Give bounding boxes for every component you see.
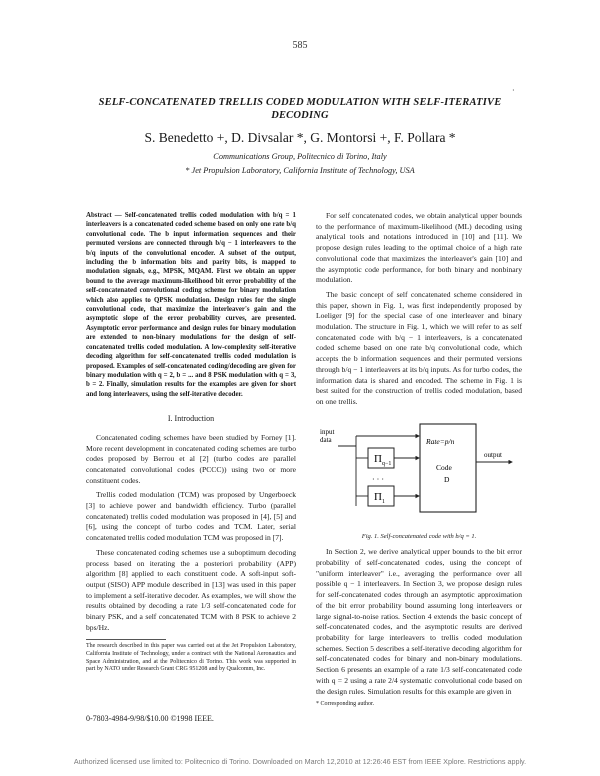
affiliation-jpl: * Jet Propulsion Laboratory, California Institute of Technology, USA [185, 166, 415, 175]
corresponding-footnote: * Corresponding author. [316, 701, 375, 708]
input-label: data [320, 435, 332, 444]
output-label: output [484, 450, 502, 459]
affiliation-torino: Communications Group, Politecnico di Torino, Italy [213, 152, 387, 161]
interleaver-top-subscript: q−1 [382, 460, 392, 467]
section-heading-introduction: I. Introduction [167, 414, 215, 424]
body-paragraph: The basic concept of self concatenated scheme considered in this paper, shown in Fig. 1, was first independently proposed by Loeliger [9] for the special case of one interleaver and binary modulation. The structure in Fig. 1, which we will refer to as self concatenated code with b/q − 1 interleavers, is a concatenated coded scheme based on one rate b/q convolutional code, which accepts the b information sequences and their permuted versions through b/q − 1 interleavers at its b/q inputs. As for turbo codes, the information data is shared and encoded. The scheme in Fig. 1 is best suited for the construction of trellis coded modulation, based on one trellis. [316, 289, 522, 406]
code-rate-label: Rate=p/n [426, 436, 455, 446]
interleaver-bottom-subscript: 1 [382, 498, 385, 505]
copyright-line: 0-7803-4984-9/98/$10.00 ©1998 IEEE. [86, 714, 214, 723]
right-column [316, 211, 522, 709]
download-watermark: Authorized licensed use limited to: Politecnico di Torino. Downloaded on March 12,2010 at 12:26:46 EST from IEEE Xplore. Restrictions apply. [73, 757, 527, 766]
page-number: 585 [292, 40, 308, 51]
code-sublabel: D [444, 474, 450, 484]
code-label: Code [436, 462, 452, 472]
footnote-divider [86, 639, 166, 640]
interleaver-top-symbol: Π [374, 452, 382, 465]
intro-paragraph: These concatenated coding schemes use a suboptimum decoding process based on iterating the a posteriori probability (APP) algorithm [8] applied to each constituent code. A soft-input soft-output (SISO) APP module described in [13] was used in this paper to implement a self-iterative decoder. As examples, we will show the results obtained by decoding a rate 1/3 self-concatenated code for binary PSK, and a self concatenated TCM with 8 PSK to achieve 2 bps/Hz. [86, 547, 296, 632]
left-column [86, 211, 296, 674]
body-paragraph: In Section 2, we derive analytical upper bounds to the bit error probability of self-concatenated codes, using the concept of "uniform interleaver" i.e., averaging the performance over all possible q − 1 interleavers. In Section 3, we propose design rules for self-concatenated codes through an asymptotic approximation of the bit error probability bound assuming long interleavers or large signal-to-noise ratios. Section 4 extends the basic concept of self-concatenated codes, and the asymptotic results are derived probability for large interleavers to trellis coded modulation schemes. Section 5 describes a self-iterative decoding algorithm for self-concatenated codes for binary and non-binary modulations. Section 6 presents an example of a rate 1/3 self-concatenated code with q = 2 using a rate 2/4 systematic convolutional code based on the design rules. Simulation results for this example are given in [316, 547, 522, 696]
corner-mark: · [512, 86, 515, 95]
ellipsis: · · · [372, 474, 384, 484]
interleaver-bottom-symbol: Π [374, 490, 382, 503]
intro-paragraph: Concatenated coding schemes have been studied by Forney [1]. More recent development in concatenated coding schemes are turbo codes proposed by Berrou et al [2] (turbo codes are parallel concatenated convolutional codes (PCCC)) using two or more constituent codes. [86, 432, 296, 485]
paper-title: SELF-CONCATENATED TRELLIS CODED MODULATION WITH SELF-ITERATIVE DECODING [98, 97, 502, 121]
body-paragraph: For self concatenated codes, we obtain analytical upper bounds to the performance of maximum-likelihood (ML) decoding using analytical tools and notations introduced in [10] and [11]. We propose design rules leading to the optimal choice of a high rate convolutional code that maximizes the interleaver's gain [10] and the asymptotic code performance, for both binary and nonbinary modulation. [316, 211, 522, 285]
author-list: S. Benedetto +, D. Divsalar *, G. Montorsi +, F. Pollara * [144, 130, 456, 145]
figure-1 [316, 412, 522, 530]
intro-paragraph: Trellis coded modulation (TCM) was proposed by Ungerboeck [3] to achieve power and bandwidth efficiency. Turbo (parallel concatenated) trellis coded modulation was proposed in [4], [5] and [6], using the concept of turbo codes and TCM. Later, serial concatenated trellis coded modulation TCM was proposed in [7]. [86, 490, 296, 543]
figure-caption: Fig. 1. Self-concatenated code with b/q = 1. [361, 532, 477, 540]
input-label: input [320, 427, 335, 436]
funding-footnote: The research described in this paper was carried out at the Jet Propulsion Laboratory, California Institute of Technology, under a contract with the National Aeronautics and Space Administration, and at the Politecnico di Torino. This work was supported in part by NATO under Research Grant CRG 951208 and by Qualcomm, Inc. [86, 643, 296, 673]
block-diagram [316, 412, 522, 530]
abstract: Abstract — Self-concatenated trellis coded modulation with b/q = 1 interleavers is a concatenated coded scheme based on only one rate b/q convolutional code. The b input information sequences and their permuted versions are connected through b/q − 1 interleavers to the b/q inputs of the convolutional encoder. A subset of the output, including the b information bits and parity bits, is mapped to modulation signals, e.g., MPSK, MQAM. First we obtain an upper bound to the average maximum-likelihood bit error probability of the self-concatenated convolutional coding scheme for binary modulation which also applies to QPSK modulation. Design rules for the single convolutional code, that maximize the interleaver's gain and the asymptotic slope of the error probability curves, are presented. Asymptotic error performance and design rules for binary modulation are extended to non-binary modulations for the design of self-concatenated trellis coded modulation. A low-complexity self-iterative decoding algorithm for self-concatenated trellis coded modulation is proposed. Examples of self-concatenated coding/decoding are given for binary modulation with q = 2, b = ... and 8 PSK modulation with q = 3, b = 2. Finally, simulation results for the examples are given for short and long interleavers, using the self-iterative decoder. [86, 212, 296, 398]
